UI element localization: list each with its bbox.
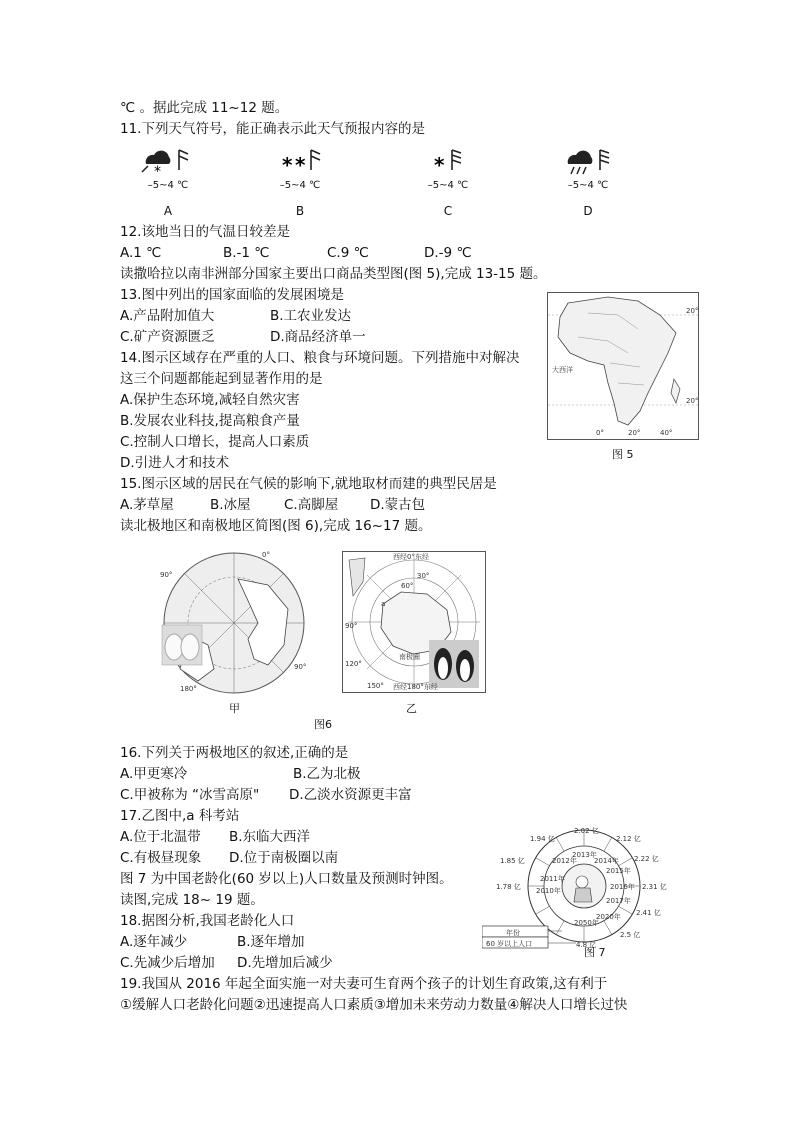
snow-snow-wind-icon <box>270 146 330 178</box>
value-2013: 2.02 亿 <box>574 827 599 835</box>
q18-option-c[interactable]: C.先减少后增加 <box>120 955 215 971</box>
legend-population: 60 岁以上人口 <box>486 940 533 948</box>
weather-option-d[interactable] <box>548 146 628 226</box>
intro-fig7-line1: 图 7 为中国老龄化(60 岁以上)人口数量及预测时钟图。 <box>120 871 453 887</box>
q18-option-a[interactable]: A.逐年减少 <box>120 934 188 950</box>
year-2016: 2016年 <box>610 883 635 891</box>
question-17: 17.乙图中,a 科考站 <box>120 808 240 824</box>
figure-6-antarctic-map <box>342 551 486 693</box>
value-2050: 4.8 亿 <box>576 941 597 949</box>
weather-temp: –5~4 ℃ <box>427 180 469 191</box>
q16-option-a[interactable]: A.甲更寒冷 <box>120 766 188 782</box>
question-19-options: ①缓解人口老龄化问题②迅速提高人口素质③增加未来劳动力数量④解决人口增长过快 <box>120 997 628 1013</box>
question-14-line2: 这三个问题都能起到显著作用的是 <box>120 371 323 387</box>
figure-5-africa-map <box>547 292 699 440</box>
figure-6-jia-label: 甲 <box>229 702 240 715</box>
value-2016: 2.31 亿 <box>642 883 667 891</box>
q16-option-c[interactable]: C.甲被称为 “冰雪高原" <box>120 787 260 803</box>
year-2013: 2013年 <box>572 851 597 859</box>
snow-wind-icon <box>418 146 478 178</box>
weather-label: C <box>443 204 453 218</box>
year-2011: 2011年 <box>540 875 565 883</box>
q15-option-d[interactable]: D.蒙古包 <box>370 497 426 513</box>
weather-temp: –5~4 ℃ <box>279 180 321 191</box>
q14-option-a[interactable]: A.保护生态环境,减轻自然灾害 <box>120 392 300 408</box>
figure-5-caption: 图 5 <box>612 448 634 461</box>
year-2014: 2014年 <box>594 857 619 865</box>
year-2050: 2050年 <box>574 919 599 927</box>
value-2017: 2.41 亿 <box>636 909 661 917</box>
arctic-180-label: 180° <box>180 685 197 693</box>
value-2011: 1.85 亿 <box>500 857 525 865</box>
lon-0-label: 0° <box>596 429 604 437</box>
q14-option-d[interactable]: D.引进人才和技术 <box>120 455 230 471</box>
weather-label: B <box>295 204 305 218</box>
lat-20s-label: 20° <box>686 397 699 405</box>
year-2012: 2012年 <box>552 857 577 865</box>
q13-option-c[interactable]: C.矿产资源匮乏 <box>120 329 215 345</box>
value-2012: 1.94 亿 <box>530 835 555 843</box>
q17-option-c[interactable]: C.有极昼现象 <box>120 850 202 866</box>
sea-label: 大西洋 <box>552 366 573 374</box>
arctic-90w-label: 90° <box>160 571 173 579</box>
intro-fig5: 读撒哈拉以南非洲部分国家主要出口商品类型图(图 5),完成 13-15 题。 <box>120 266 547 282</box>
year-2017: 2017年 <box>606 897 631 905</box>
q18-option-b[interactable]: B.逐年增加 <box>237 934 305 950</box>
intro-fig7-line2: 读图,完成 18~ 19 题。 <box>120 892 264 908</box>
weather-label: D <box>583 204 593 218</box>
antarctic-top-label: 西经0°东经 <box>393 553 429 561</box>
weather-option-a[interactable] <box>128 146 208 226</box>
q15-option-a[interactable]: A.茅草屋 <box>120 497 174 513</box>
q12-option-b[interactable]: B.-1 ℃ <box>223 245 270 261</box>
q14-option-b[interactable]: B.发展农业科技,提高粮食产量 <box>120 413 300 429</box>
antarctic-60-label: 60° <box>401 582 414 590</box>
question-19: 19.我国从 2016 年起全面实施一对夫妻可生育两个孩子的计划生育政策,这有利于 <box>120 976 608 992</box>
q13-option-a[interactable]: A.产品附加值大 <box>120 308 215 324</box>
q15-option-c[interactable]: C.高脚屋 <box>284 497 339 513</box>
question-12: 12.该地当日的气温日较差是 <box>120 224 290 240</box>
cloud-rain-wind-icon <box>558 146 618 178</box>
weather-option-c[interactable] <box>408 146 488 226</box>
arctic-0-label: 0° <box>262 551 270 559</box>
year-2010: 2010年 <box>536 887 561 895</box>
arctic-map <box>158 549 308 697</box>
q15-option-b[interactable]: B.冰屋 <box>210 497 251 513</box>
q13-option-d[interactable]: D.商品经济单一 <box>270 329 366 345</box>
question-14-line1: 14.图示区域存在严重的人口、粮食与环境问题。下列措施中对解决 <box>120 350 520 366</box>
lon-20-label: 20° <box>628 429 641 437</box>
q16-option-d[interactable]: D.乙淡水资源更丰富 <box>289 787 412 803</box>
antarctic-station-a: a <box>381 600 386 608</box>
weather-temp: –5~4 ℃ <box>567 180 609 191</box>
antarctic-map <box>343 552 485 692</box>
figure-6-yi-label: 乙 <box>406 702 417 715</box>
antarctic-bottom-label: 西经180°东经 <box>393 683 438 691</box>
value-2020: 2.5 亿 <box>620 931 641 939</box>
intro-fig6: 读北极地区和南极地区简图(图 6),完成 16~17 题。 <box>120 518 432 534</box>
lon-40-label: 40° <box>660 429 673 437</box>
figure-6-caption: 图6 <box>314 718 332 731</box>
svg-text:*: * <box>282 153 293 177</box>
figure-7-clock-chart <box>482 826 682 952</box>
question-16: 16.下列关于两极地区的叙述,正确的是 <box>120 745 349 761</box>
weather-temp: –5~4 ℃ <box>147 180 189 191</box>
antarctic-circle-label: 南极圈 <box>399 653 420 661</box>
arctic-90e-label: 90° <box>294 663 307 671</box>
q12-option-c[interactable]: C.9 ℃ <box>327 245 369 261</box>
q12-option-a[interactable]: A.1 ℃ <box>120 245 162 261</box>
year-2015: 2015年 <box>606 867 631 875</box>
q13-option-b[interactable]: B.工农业发达 <box>270 308 352 324</box>
question-11: 11.下列天气符号，能正确表示此天气预报内容的是 <box>120 121 425 137</box>
question-18: 18.据图分析,我国老龄化人口 <box>120 913 295 929</box>
q16-option-b[interactable]: B.乙为北极 <box>293 766 361 782</box>
figure-7-caption: 图 7 <box>584 946 606 959</box>
value-2014: 2.12 亿 <box>616 835 641 843</box>
question-13: 13.图中列出的国家面临的发展困境是 <box>120 287 344 303</box>
q18-option-d[interactable]: D.先增加后减少 <box>237 955 333 971</box>
legend-year: 年份 <box>506 929 520 937</box>
antarctic-90-label: 90° <box>345 622 358 630</box>
svg-text:*: * <box>154 164 161 178</box>
q17-option-a[interactable]: A.位于北温带 <box>120 829 201 845</box>
q17-option-b[interactable]: B.东临大西洋 <box>229 829 311 845</box>
q14-option-c[interactable]: C.控制人口增长，提高人口素质 <box>120 434 310 450</box>
figure-6-arctic-map <box>158 549 308 697</box>
value-2010: 1.78 亿 <box>496 883 521 891</box>
value-2015: 2.22 亿 <box>634 855 659 863</box>
lat-20n-label: 20° <box>686 307 699 315</box>
intro-line: ℃ 。据此完成 11~12 题。 <box>120 100 289 116</box>
svg-text:*: * <box>295 153 306 177</box>
weather-label: A <box>163 204 173 218</box>
weather-option-b[interactable] <box>260 146 340 226</box>
cloud-snow-wind-icon <box>138 146 198 178</box>
question-15: 15.图示区域的居民在气候的影响下,就地取材而建的典型民居是 <box>120 476 497 492</box>
antarctic-120-label: 120° <box>345 660 362 668</box>
q17-option-d[interactable]: D.位于南极圈以南 <box>229 850 339 866</box>
antarctic-150-label: 150° <box>367 682 384 690</box>
svg-text:*: * <box>434 153 445 177</box>
year-2020: 2020年 <box>596 913 621 921</box>
q12-option-d[interactable]: D.-9 ℃ <box>424 245 472 261</box>
antarctic-30-label: 30° <box>417 572 430 580</box>
